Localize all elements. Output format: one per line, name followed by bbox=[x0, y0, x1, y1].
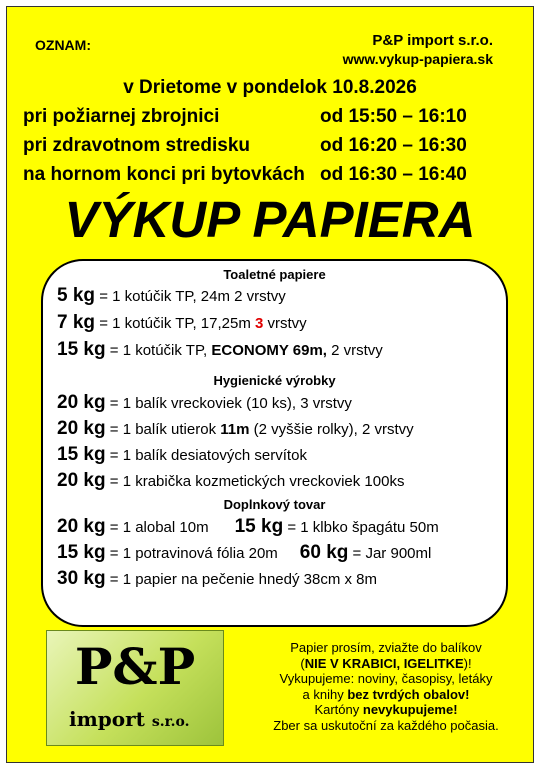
notice-label: OZNAM: bbox=[35, 37, 91, 53]
note-bold: NIE V KRABICI, IGELITKE bbox=[304, 655, 464, 671]
offer-text-tail: vrstvy bbox=[263, 315, 307, 332]
offer-text: = 1 potravinová fólia 20m bbox=[105, 545, 278, 562]
offer-text: = 1 papier na pečenie hnedý 38cm x 8m bbox=[105, 571, 378, 588]
offer-text-tail: 2 vrstvy bbox=[326, 342, 383, 359]
offer-text: = 1 kotúčik TP, 17,25m bbox=[95, 315, 255, 332]
note-line: Vykupujeme: noviny, časopisy, letáky bbox=[279, 671, 493, 686]
section-heading: Doplnkový tovar bbox=[223, 497, 326, 512]
offer-row bbox=[57, 339, 383, 361]
offer-weight: 20 kg bbox=[57, 392, 106, 413]
offer-weight: 15 kg bbox=[234, 516, 284, 537]
schedule-time: od 16:20 – 16:30 bbox=[320, 135, 467, 156]
flyer-page bbox=[6, 6, 534, 763]
note-bold: bez tvrdých obalov! bbox=[347, 686, 470, 702]
offer-text: = 1 kotúčik TP, 24m 2 vrstvy bbox=[95, 288, 286, 305]
offer-row bbox=[57, 542, 431, 564]
date-line: v Drietome v pondelok 10.8.2026 bbox=[123, 77, 417, 98]
note-line: Zber sa uskutoční za každého počasia. bbox=[273, 717, 499, 733]
offer-row bbox=[57, 392, 352, 414]
company-header bbox=[343, 31, 493, 69]
offer-weight: 7 kg bbox=[57, 312, 96, 333]
main-title: VÝKUP PAPIERA bbox=[64, 191, 476, 248]
instructions-note bbox=[251, 640, 521, 733]
offer-bold: ECONOMY 69m, bbox=[211, 342, 327, 359]
offer-text-tail: (2 vyššie rolky), 2 vrstvy bbox=[249, 421, 414, 438]
offer-weight: 60 kg bbox=[299, 542, 349, 563]
offer-text: = 1 balík utierok bbox=[105, 421, 221, 438]
note-line: (NIE V KRABICI, IGELITKE)! bbox=[300, 655, 472, 671]
note-line: a knihy bez tvrdých obalov! bbox=[302, 686, 470, 702]
offer-highlight: 3 bbox=[255, 315, 264, 332]
offer-row bbox=[57, 470, 404, 492]
offer-text: = 1 krabička kozmetických vreckoviek 100ks bbox=[105, 473, 405, 490]
offer-weight: 30 kg bbox=[57, 568, 106, 589]
offer-text: = 1 alobal 10m bbox=[105, 519, 209, 536]
offer-weight: 20 kg bbox=[57, 470, 106, 491]
schedule-place: pri požiarnej zbrojnici bbox=[23, 106, 220, 127]
logo-mark: P&P bbox=[74, 637, 196, 696]
offer-text: = 1 klbko špagátu 50m bbox=[283, 519, 439, 536]
offers-box bbox=[41, 259, 508, 627]
offer-weight: 15 kg bbox=[57, 444, 106, 465]
schedule-time: od 16:30 – 16:40 bbox=[320, 164, 467, 185]
logo-subtitle bbox=[69, 707, 190, 731]
offer-row bbox=[57, 312, 307, 334]
note-line: Kartóny nevykupujeme! bbox=[314, 702, 458, 717]
offer-text: = 1 balík vreckoviek (10 ks), 3 vrstvy bbox=[105, 395, 352, 412]
offer-weight: 15 kg bbox=[57, 339, 106, 360]
offer-weight: 20 kg bbox=[57, 418, 106, 439]
offer-text: = 1 kotúčik TP, bbox=[105, 342, 212, 359]
offer-weight: 20 kg bbox=[57, 516, 106, 537]
schedule-time: od 15:50 – 16:10 bbox=[320, 106, 467, 127]
note-bold: nevykupujeme! bbox=[362, 702, 458, 717]
company-name: P&P import s.r.o. bbox=[372, 32, 493, 49]
schedule-place: na hornom konci pri bytovkách bbox=[23, 164, 305, 185]
offer-text: = Jar 900ml bbox=[348, 545, 432, 562]
logo-sro: s.r.o. bbox=[151, 714, 190, 730]
offer-text: = 1 balík desiatových servítok bbox=[105, 447, 307, 464]
schedule-place: pri zdravotnom stredisku bbox=[23, 135, 250, 156]
company-website: www.vykup-papiera.sk bbox=[342, 51, 493, 67]
offer-weight: 15 kg bbox=[57, 542, 106, 563]
section-heading: Toaletné papiere bbox=[223, 267, 326, 282]
offer-bold: 11m bbox=[220, 421, 250, 438]
offer-row bbox=[57, 516, 439, 538]
offer-row bbox=[57, 444, 307, 466]
logo-import: import bbox=[69, 707, 145, 731]
offer-row bbox=[57, 285, 286, 307]
section-heading: Hygienické výrobky bbox=[213, 373, 336, 388]
offer-row bbox=[57, 418, 414, 440]
company-logo bbox=[46, 630, 224, 746]
offer-row bbox=[57, 568, 377, 590]
note-line: Papier prosím, zviažte do balíkov bbox=[290, 640, 482, 655]
offer-weight: 5 kg bbox=[57, 285, 96, 306]
